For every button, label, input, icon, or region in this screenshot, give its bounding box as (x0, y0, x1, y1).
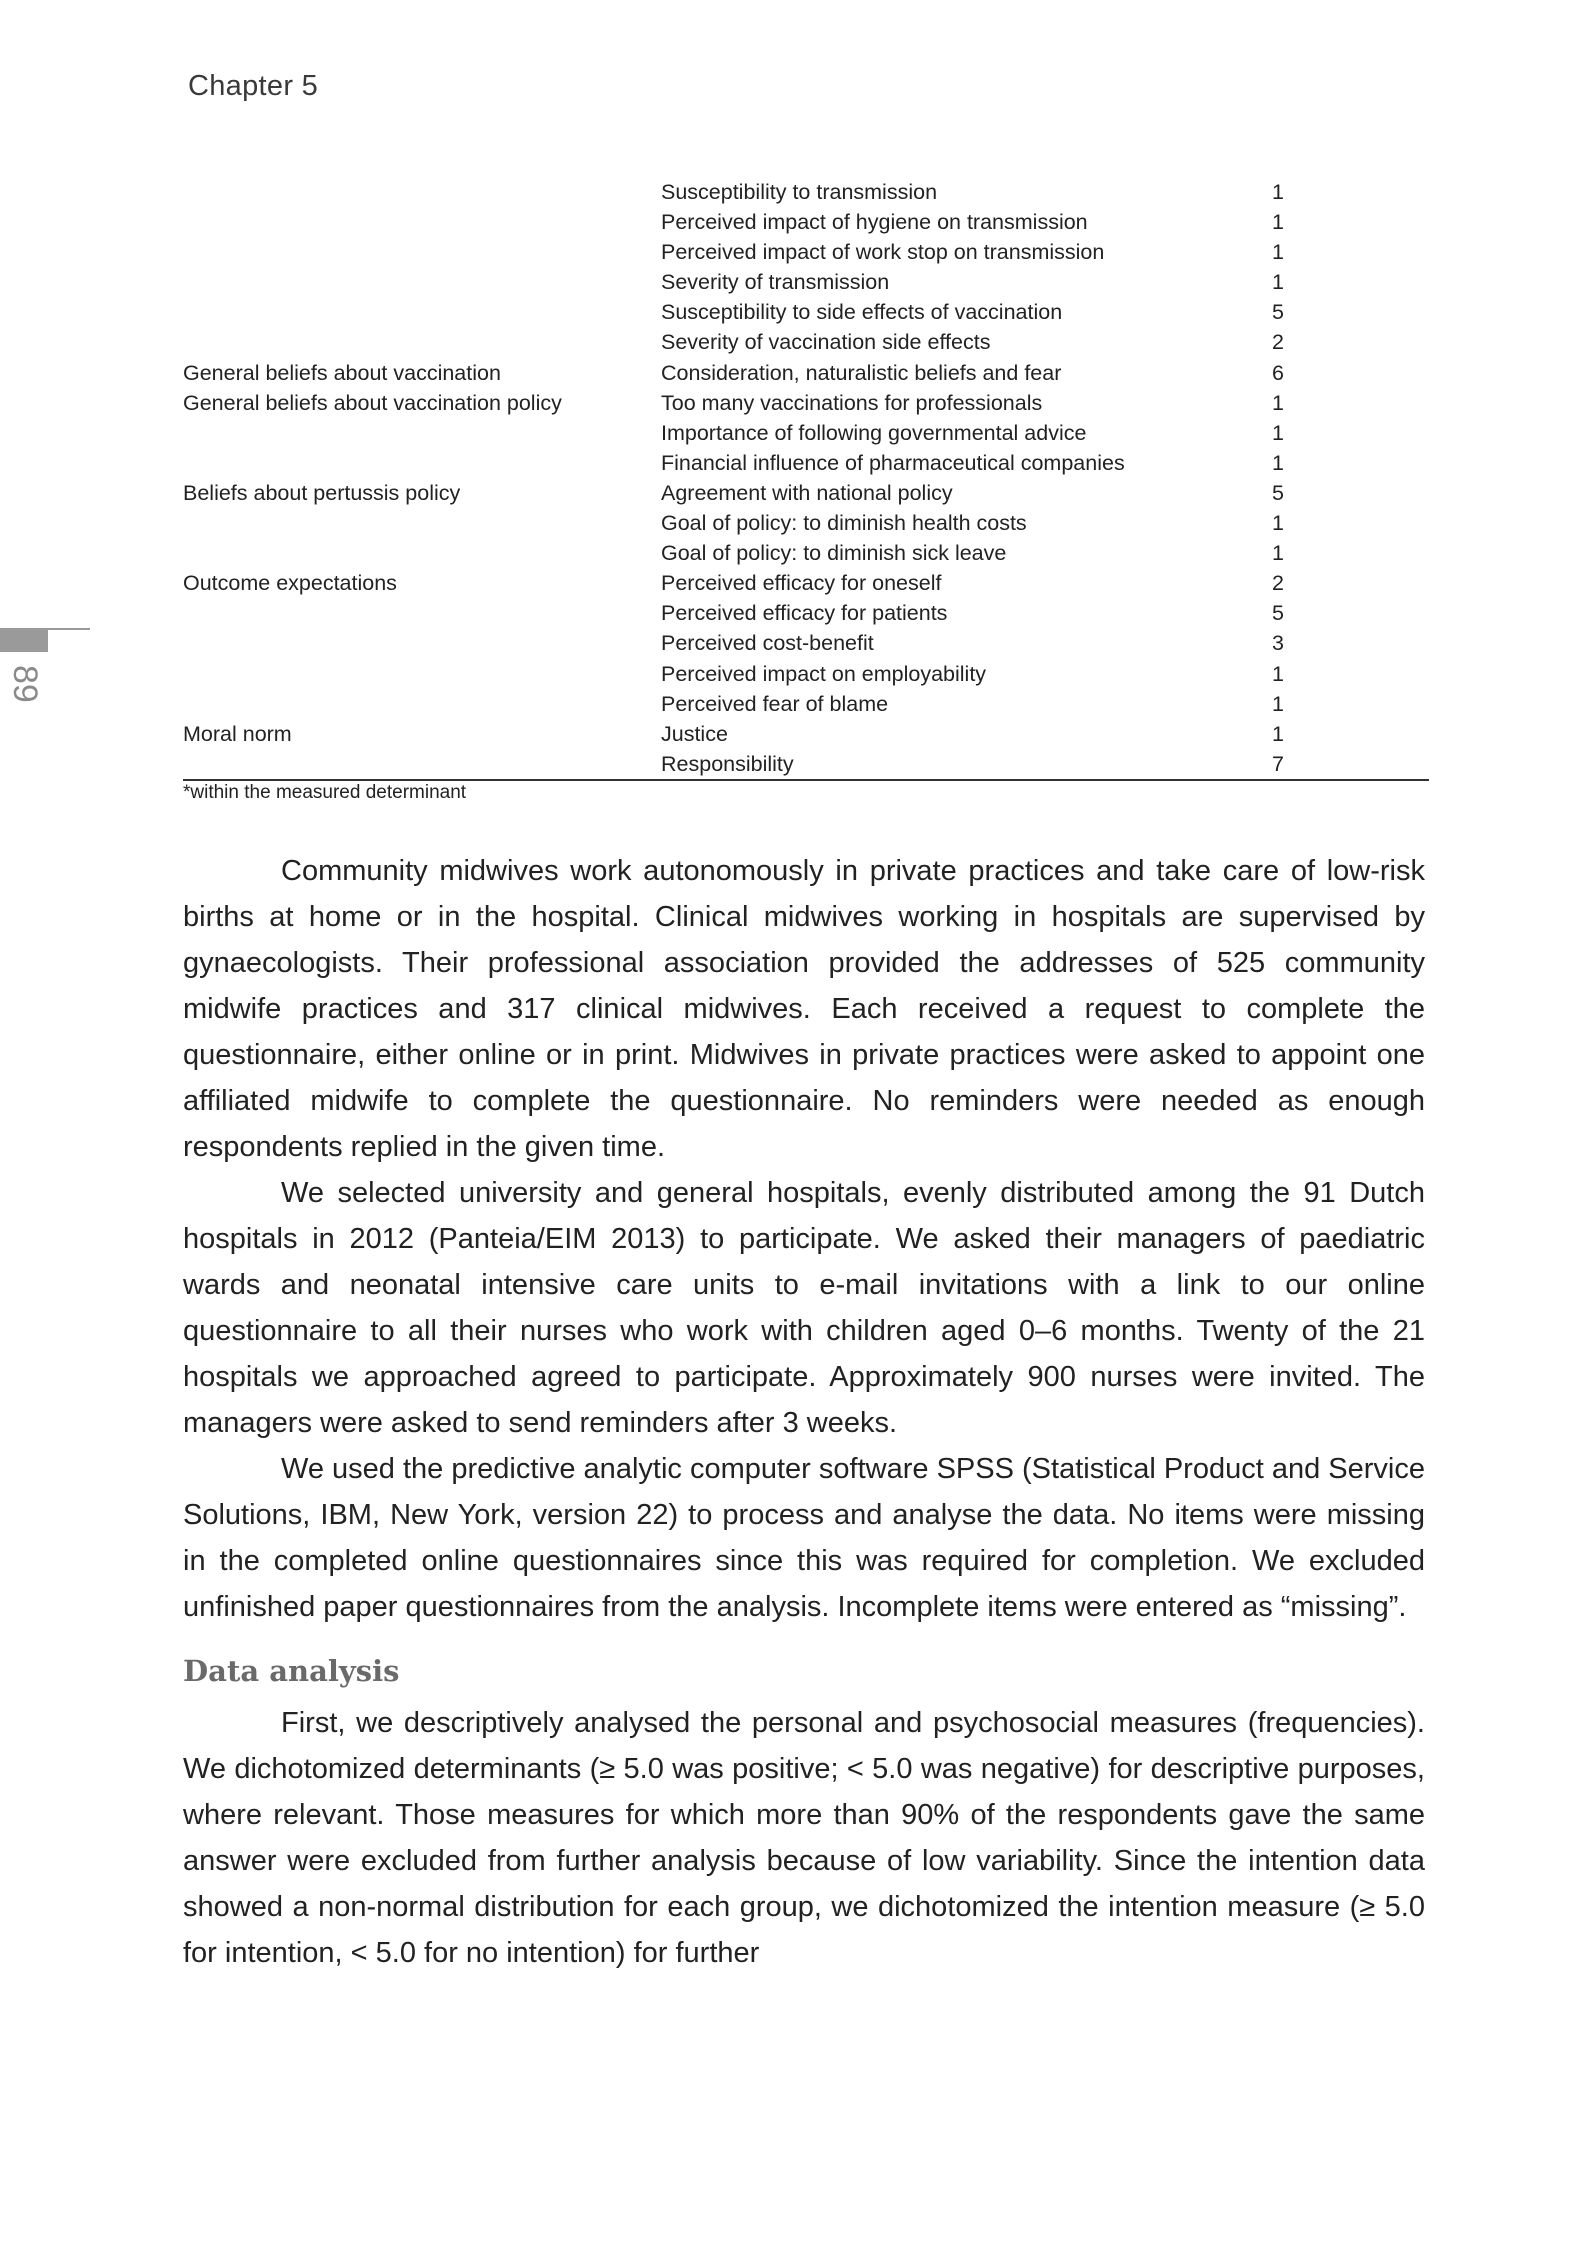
count-cell: 5 (1272, 480, 1284, 505)
item-cell: Perceived cost-benefit (661, 631, 874, 656)
item-cell: Perceived impact of work stop on transmission (661, 240, 1105, 265)
running-head: Chapter 5 (188, 70, 319, 102)
count-cell: 1 (1272, 691, 1284, 716)
determinant-cell: Beliefs about pertussis policy (183, 480, 461, 505)
count-cell: 1 (1272, 511, 1284, 536)
table-row (183, 237, 1429, 267)
item-cell: Perceived impact on employability (661, 661, 987, 686)
table-row (183, 478, 1429, 508)
table-row (183, 689, 1429, 719)
item-cell: Responsibility (661, 751, 794, 776)
count-cell: 1 (1272, 721, 1284, 746)
body-text (183, 848, 1425, 1976)
item-cell: Goal of policy: to diminish sick leave (661, 541, 1007, 566)
item-cell: Severity of transmission (661, 270, 890, 295)
table-footnote: *within the measured determinant (183, 782, 467, 803)
paragraph-3: We used the predictive analytic computer software SPSS (Statistical Product and Service Solutions, IBM, New York, version 22) to process and analyse the data. No items were missing in the completed online questionnaires since this was required for completion. We excluded unfinished paper questionnaires from the analysis. Incomplete items were entered as “missing”. (183, 1453, 1425, 1623)
item-cell: Agreement with national policy (661, 480, 953, 505)
table-row (183, 327, 1429, 357)
count-cell: 1 (1272, 210, 1284, 235)
item-cell: Susceptibility to transmission (661, 180, 938, 204)
table-row (183, 628, 1429, 658)
side-tab-line (48, 628, 90, 630)
item-cell: Justice (661, 721, 728, 746)
item-cell: Severity of vaccination side effects (661, 330, 991, 355)
side-tab-marker (0, 628, 48, 652)
table-row (183, 267, 1429, 297)
count-cell: 1 (1272, 450, 1284, 475)
table-row (183, 508, 1429, 538)
paragraph-4: First, we descriptively analysed the personal and psychosocial measures (frequencies). We dichotomized determinants (≥ 5.0 was positive; < 5.0 was negative) for descriptive purposes, where relevant. Those measures for which more than 90% of the respondents gave the same answer were excluded from further analysis because of low variability. Since the intention data showed a non-normal distribution for each group, we dichotomized the intention measure (≥ 5.0 for intention, < 5.0 for no intention) for further (183, 1707, 1425, 1969)
determinant-cell: Moral norm (183, 721, 292, 746)
count-cell: 7 (1272, 751, 1284, 776)
item-cell: Perceived impact of hygiene on transmission (661, 210, 1088, 235)
count-cell: 2 (1272, 571, 1284, 596)
page-number: 89 (6, 665, 44, 703)
item-cell: Financial influence of pharmaceutical companies (661, 450, 1125, 475)
paragraph-2: We selected university and general hospitals, evenly distributed among the 91 Dutch hospitals in 2012 (Panteia/EIM 2013) to participate. We asked their managers of paediatric wards and neonatal intensive care units to e-mail invitations with a link to our online questionnaire to all their nurses who work with children aged 0–6 months. Twenty of the 21 hospitals we approached agreed to participate. Approximately 900 nurses were invited. The managers were asked to send reminders after 3 weeks. (183, 1177, 1425, 1439)
table-bottom-rule (183, 779, 1429, 781)
item-cell: Perceived efficacy for oneself (661, 571, 942, 596)
table-row (183, 538, 1429, 568)
table-row (183, 598, 1429, 628)
section-heading-data-analysis: Data analysis (183, 1654, 400, 1688)
item-cell: Perceived efficacy for patients (661, 601, 948, 626)
count-cell: 6 (1272, 360, 1284, 385)
table-row (183, 297, 1429, 327)
determinant-cell: General beliefs about vaccination (183, 360, 501, 385)
count-cell: 1 (1272, 390, 1284, 415)
table-row (183, 659, 1429, 689)
paragraph-1: Community midwives work autonomously in private practices and take care of low-risk births at home or in the hospital. Clinical midwives working in hospitals are supervised by gynaecologists. Their professional association provided the addresses of 525 community midwife practices and 317 clinical midwives. Each received a request to complete the questionnaire, either online or in print. Midwives in private practices were asked to appoint one affiliated midwife to complete the questionnaire. No reminders were needed as enough respondents replied in the given time. (183, 855, 1425, 1163)
count-cell: 3 (1272, 631, 1284, 656)
count-cell: 1 (1272, 240, 1284, 265)
table-row (183, 177, 1429, 207)
table-row (183, 749, 1429, 779)
item-cell: Importance of following governmental advice (661, 420, 1087, 445)
table-row (183, 418, 1429, 448)
item-cell: Perceived fear of blame (661, 691, 889, 716)
count-cell: 1 (1272, 420, 1284, 445)
table-row (183, 719, 1429, 749)
count-cell: 1 (1272, 180, 1284, 204)
table-row (183, 358, 1429, 388)
determinant-cell: Outcome expectations (183, 571, 397, 596)
item-cell: Too many vaccinations for professionals (661, 390, 1043, 415)
item-cell: Goal of policy: to diminish health costs (661, 511, 1027, 536)
count-cell: 5 (1272, 601, 1284, 626)
determinant-cell: General beliefs about vaccination policy (183, 390, 562, 415)
count-cell: 2 (1272, 330, 1284, 355)
count-cell: 1 (1272, 661, 1284, 686)
table-row (183, 448, 1429, 478)
count-cell: 1 (1272, 541, 1284, 566)
item-cell: Susceptibility to side effects of vaccination (661, 300, 1063, 325)
item-cell: Consideration, naturalistic beliefs and fear (661, 360, 1062, 385)
table-row (183, 388, 1429, 418)
determinants-table (183, 177, 1429, 779)
table-row (183, 207, 1429, 237)
count-cell: 5 (1272, 300, 1284, 325)
table-row (183, 568, 1429, 598)
count-cell: 1 (1272, 270, 1284, 295)
